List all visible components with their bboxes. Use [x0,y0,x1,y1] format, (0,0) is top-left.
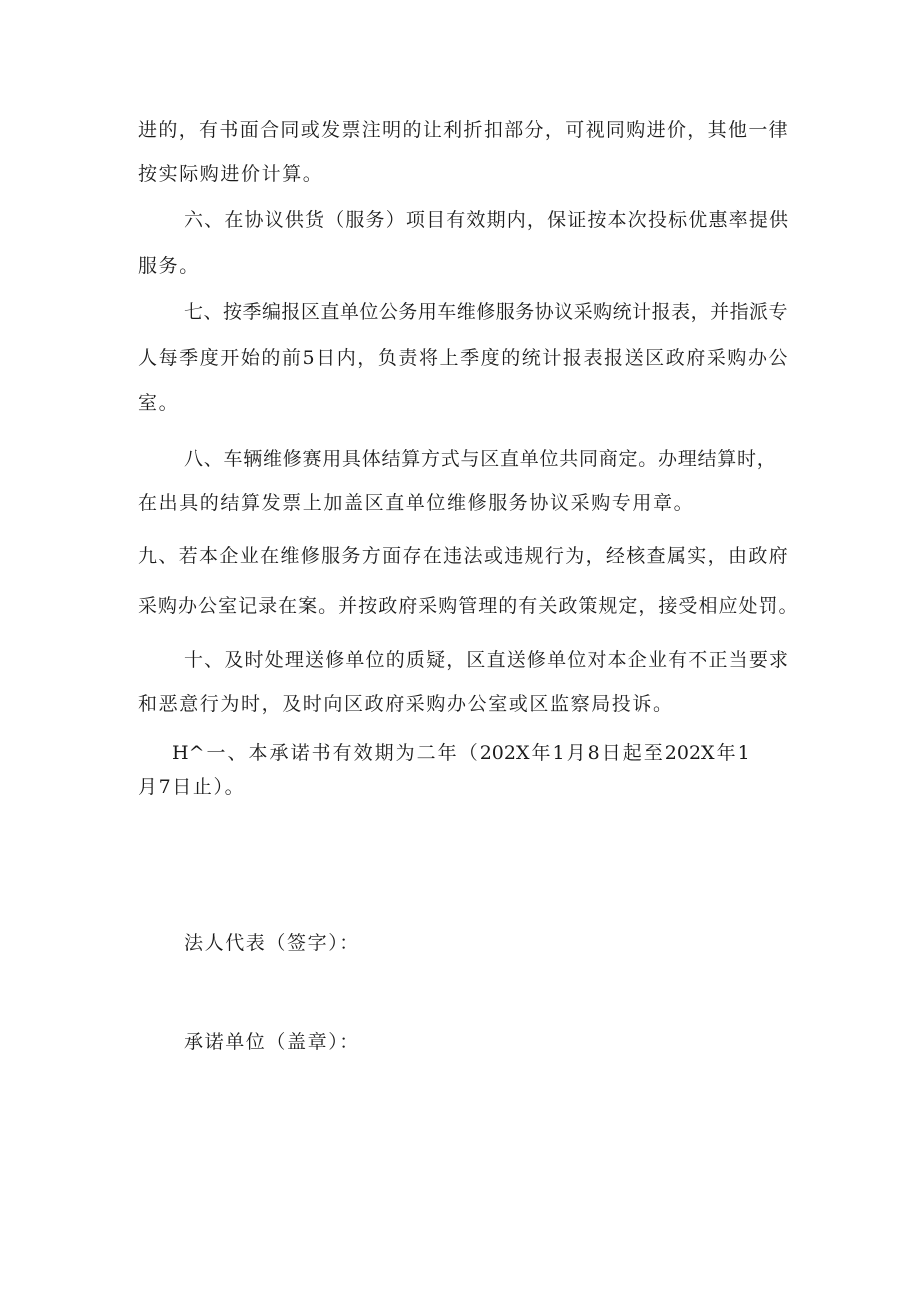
paragraph-9-line-1: 九 、 若 本 企 业 在 维 修 服 务 方 面 存 在 违 法 或 违 规 行 为 ， 经 核 查 属 实 ， 由 政 府 [138,545,788,567]
paragraph-11-line-2: 月7日止）。 [138,776,246,798]
paragraph-7-line-2: 人 每 季 度 开 始 的 前 5 日 内 ， 负 责 将 上 季 度 的 统 计 报 表 报 送 区 政 府 采 购 办 公 [138,347,788,369]
paragraph-8-line-1: 八 、 车 辆 维 修 赛 用 具 体 结 算 方 式 与 区 直 单 位 共 同 商 定 。 办 理 结 算 时 ， [184,448,776,470]
committing-unit-seal-label: 承诺单位（盖章）： [184,1031,360,1053]
paragraph-9-line-2: 采 购 办 公 室 记 录 在 案 。 并 按 政 府 采 购 管 理 的 有 关 政 策 规 定 ， 接 受 相 应 处 罚 。 [138,595,798,617]
paragraph-5-line-2: 按实际购进价计算。 [138,163,324,185]
paragraph-6-line-1: 六 、 在 协 议 供 货 （ 服 务 ） 项 目 有 效 期 内 ， 保 证 按 本 次 投 标 优 惠 率 提 供 [184,209,788,231]
paragraph-10-line-2: 和恶意行为时，及时向区政府采购办公室或区监察局投诉。 [138,693,674,715]
paragraph-5-line-1: 进 的 ， 有 书 面 合 同 或 发 票 注 明 的 让 利 折 扣 部 分 ， 可 视 同 购 进 价 ， 其 他 一 律 [138,119,788,141]
paragraph-11-line-1: H^ 一 、 本 承 诺 书 有 效 期 为 二 年 （ 202X 年 1 月 8 日 起 至 202X 年 1 [172,742,750,764]
paragraph-7-line-1: 七 、 按 季 编 报 区 直 单 位 公 务 用 车 维 修 服 务 协 议 采 购 统 计 报 表 ， 并 指 派 专 [184,301,788,323]
legal-representative-signature-label: 法人代表（签字）： [184,932,360,954]
paragraph-10-line-1: 十 、 及 时 处 理 送 修 单 位 的 质 疑 ， 区 直 送 修 单 位 对 本 企 业 有 不 正 当 要 求 [184,649,788,671]
paragraph-6-line-2: 服务。 [138,255,200,277]
paragraph-8-line-2: 在出具的结算发票上加盖区直单位维修服务协议采购专用章。 [138,492,695,514]
paragraph-7-line-3: 室。 [138,392,180,414]
